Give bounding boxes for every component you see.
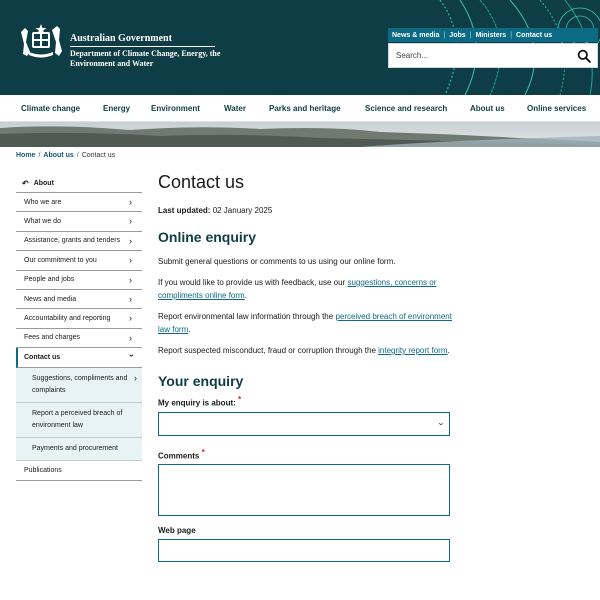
required-marker: * xyxy=(238,395,242,404)
enquiry-topic-label-text: My enquiry is about: xyxy=(158,398,236,408)
breadcrumb-separator: / xyxy=(76,152,79,159)
web-page-label: Web page xyxy=(158,526,196,536)
side-sub-item-payments[interactable] xyxy=(16,438,142,461)
back-arrow-icon: ↶ xyxy=(22,178,29,188)
chevron-right-icon: › xyxy=(129,274,132,285)
last-updated-value: 02 January 2025 xyxy=(212,206,273,215)
search-input[interactable] xyxy=(389,51,569,60)
integrity-text: Report suspected misconduct, fraud or corruption through the xyxy=(158,346,379,355)
comments-textarea[interactable] xyxy=(158,464,450,516)
side-item-label: News and media xyxy=(24,295,77,303)
chevron-right-icon: › xyxy=(129,332,132,343)
breadcrumb-separator: / xyxy=(38,152,41,159)
period: . xyxy=(188,325,191,334)
utility-links-bar xyxy=(388,28,598,42)
side-item-assistance-grants[interactable] xyxy=(16,232,142,251)
breach-paragraph xyxy=(158,310,453,336)
chevron-right-icon: › xyxy=(129,293,132,304)
last-updated xyxy=(158,206,453,215)
side-nav-back-about[interactable] xyxy=(16,174,142,193)
breadcrumb-about-link[interactable]: About us xyxy=(43,152,74,159)
page-title: Contact us xyxy=(158,172,245,192)
general-questions-text: Submit general questions or comments to us using our online form. xyxy=(158,257,396,266)
suggestions-form-link[interactable]: suggestions, concerns or compliments online form xyxy=(158,278,437,300)
main-content xyxy=(158,172,453,572)
side-navigation xyxy=(16,174,142,481)
breach-form-link[interactable]: perceived breach of environment law form xyxy=(158,312,452,334)
side-sub-item-report-breach[interactable] xyxy=(16,403,142,438)
side-item-fees-charges[interactable] xyxy=(16,329,142,348)
nav-item-climate-change[interactable]: Climate change xyxy=(21,104,81,113)
side-item-who-we-are[interactable] xyxy=(16,193,142,212)
side-item-contact-us[interactable] xyxy=(16,348,142,367)
side-sub-item-suggestions[interactable] xyxy=(16,368,142,403)
chevron-right-icon: › xyxy=(134,372,137,383)
logo-divider xyxy=(70,46,215,47)
breadcrumb-current: Contact us xyxy=(81,152,116,159)
utility-separator: | xyxy=(443,31,446,39)
ministers-link[interactable]: Ministers xyxy=(475,31,507,39)
coat-of-arms-logo xyxy=(16,22,66,60)
side-item-label: Contact us xyxy=(24,353,61,361)
news-media-link[interactable]: News & media xyxy=(392,31,440,39)
breach-text: Report environmental law information through the xyxy=(158,312,336,321)
side-sub-item-label: Report a perceived breach of environment law xyxy=(32,409,123,429)
side-item-label: What we do xyxy=(24,218,61,226)
side-item-what-we-do[interactable] xyxy=(16,212,142,231)
side-item-label: Fees and charges xyxy=(24,334,81,342)
chevron-right-icon: › xyxy=(129,313,132,324)
integrity-form-link[interactable]: integrity report form xyxy=(378,346,448,355)
period: . xyxy=(244,291,247,300)
comments-label-text: Comments xyxy=(158,451,200,461)
nav-item-water[interactable]: Water xyxy=(224,104,246,113)
search-box xyxy=(388,43,598,68)
site-header xyxy=(0,0,600,95)
your-enquiry-heading: Your enquiry xyxy=(158,373,244,389)
web-page-input[interactable] xyxy=(158,539,450,562)
last-updated-label: Last updated: xyxy=(158,206,211,215)
required-marker: * xyxy=(201,447,205,457)
department-name[interactable]: Department of Climate Change, Energy, the Environment and Water xyxy=(70,49,221,68)
side-item-label: Our commitment to you xyxy=(24,256,97,264)
chevron-right-icon: › xyxy=(129,216,132,227)
nav-item-about-us[interactable]: About us xyxy=(470,104,505,113)
enquiry-topic-label xyxy=(158,395,453,408)
contact-us-link[interactable]: Contact us xyxy=(516,31,553,39)
period: . xyxy=(447,346,450,355)
side-item-label: Assistance, grants and tenders xyxy=(24,237,121,245)
chevron-down-icon: › xyxy=(127,354,137,358)
government-name: Australian Government xyxy=(70,33,172,44)
side-item-news-media[interactable] xyxy=(16,290,142,309)
side-item-people-jobs[interactable] xyxy=(16,271,142,290)
comments-label xyxy=(158,448,453,461)
utility-separator: | xyxy=(469,31,472,39)
chevron-right-icon: › xyxy=(129,197,132,207)
chevron-right-icon: › xyxy=(129,235,132,246)
feedback-text: If you would like to provide us with feedback, use our xyxy=(158,278,348,287)
chevron-right-icon: › xyxy=(129,255,132,266)
side-item-publications[interactable] xyxy=(16,461,142,481)
breadcrumb-home-link[interactable]: Home xyxy=(16,152,36,159)
nav-item-energy[interactable]: Energy xyxy=(103,104,131,113)
side-item-accountability[interactable] xyxy=(16,309,142,328)
side-sub-item-label: Payments and procurement xyxy=(32,444,118,452)
coastline-banner-image xyxy=(0,122,600,147)
side-item-label: People and jobs xyxy=(24,276,75,284)
integrity-paragraph xyxy=(158,344,453,357)
utility-separator: | xyxy=(510,31,513,39)
side-item-label: Who we are xyxy=(24,198,62,206)
side-nav-header-label: About xyxy=(33,179,54,187)
nav-item-environment[interactable]: Environment xyxy=(151,104,200,113)
jobs-link[interactable]: Jobs xyxy=(449,31,466,39)
breadcrumb xyxy=(16,152,115,159)
nav-item-science-research[interactable]: Science and research xyxy=(365,104,448,113)
feedback-paragraph xyxy=(158,276,453,302)
online-enquiry-heading: Online enquiry xyxy=(158,229,257,245)
chevron-down-icon: › xyxy=(436,422,447,426)
nav-item-parks-heritage[interactable]: Parks and heritage xyxy=(269,104,341,113)
side-sub-item-label: Suggestions, compliments and complaints xyxy=(32,374,128,394)
side-item-label: Accountability and reporting xyxy=(24,315,111,323)
side-item-label: Publications xyxy=(24,466,62,474)
search-icon[interactable] xyxy=(577,49,591,63)
side-item-our-commitment[interactable] xyxy=(16,251,142,270)
enquiry-topic-select[interactable] xyxy=(158,412,450,436)
main-navigation xyxy=(0,95,600,122)
nav-item-online-services[interactable]: Online services xyxy=(527,104,587,113)
